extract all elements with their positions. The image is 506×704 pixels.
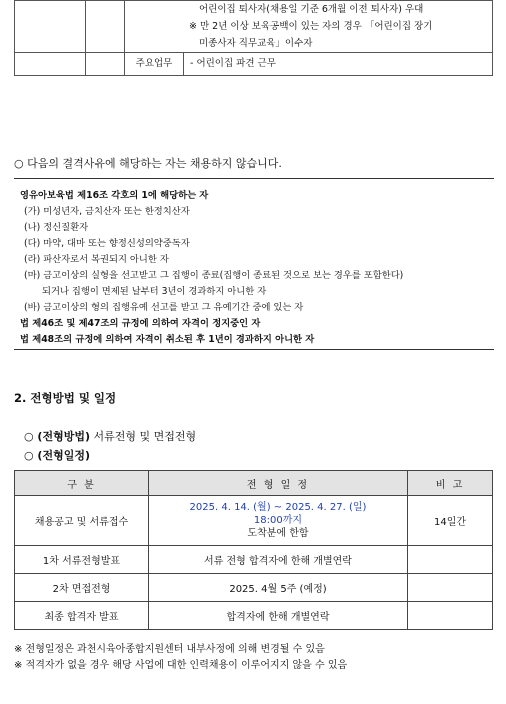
schedule-label: ○ (전형일정) [24,449,90,462]
preference-line: 어린이집 퇴사자(채용일 기준 6개월 이전 퇴사자) 우대 [199,4,424,15]
dates-cell: 2025. 4월 5주 (예정) [149,574,408,602]
table-row [15,546,493,574]
empty-cell [15,1,86,53]
note-cell [408,546,493,574]
dates-cell [149,496,408,546]
dq-line: (다) 마약, 대마 또는 향정신성의약중독자 [24,238,190,249]
stage-cell: 채용공고 및 서류접수 [15,496,149,546]
table-row [15,602,493,630]
footnote: ※ 적격자가 없을 경우 해당 사업에 대한 인력채용이 이루어지지 않을 수 있음 [14,660,348,671]
empty-cell [86,53,125,76]
note-cell [408,602,493,630]
qualification-table [14,0,493,76]
disqualification-intro: ○ 다음의 결격사유에 해당하는 자는 채용하지 않습니다. [14,157,282,170]
date-deadline: 18:00까지 [253,515,303,526]
preference-cell [125,1,493,53]
method-label: ○ (전형방법) [24,430,90,443]
header-stage: 구 분 [15,471,149,496]
preference-line: ※ 만 2년 이상 보육공백이 있는 자의 경우 「어린이집 장기 [189,21,433,32]
duty-label: 주요업무 [125,53,184,76]
dq-line: 되거나 집행이 면제된 날부터 3년이 경과하지 아니한 자 [42,286,267,297]
empty-cell [15,53,86,76]
header-schedule: 전 형 일 정 [149,471,408,496]
preference-line: 미종사자 직무교육」이수자 [199,38,313,49]
footnote: ※ 전형일정은 과천시육아종합지원센터 내부사정에 의해 변경될 수 있음 [14,644,325,655]
dq-line: 영유아보육법 제16조 각호의 1에 해당하는 자 [20,190,209,201]
method-bullet [24,428,196,444]
dates-cell: 서류 전형 합격자에 한해 개별연락 [149,546,408,574]
dates-cell: 합격자에 한해 개별연락 [149,602,408,630]
dq-line: (나) 정신질환자 [24,222,89,233]
dq-line: (바) 금고이상의 형의 집행유예 선고를 받고 그 유예기간 중에 있는 자 [24,302,304,313]
dq-line: (라) 파산자로서 복권되지 아니한 자 [24,254,169,265]
dq-line: 법 제46조 및 제47조의 규정에 의하여 자격이 정지중인 자 [20,318,261,329]
header-note: 비 고 [408,471,493,496]
section-title: 2. 전형방법 및 일정 [14,391,117,405]
stage-cell: 1차 서류전형발표 [15,546,149,574]
dq-line: (마) 금고이상의 실형을 선고받고 그 집행이 종료(집행이 종료된 것으로 보는 경우를 포함한다) [24,270,404,281]
dq-line: (가) 미성년자, 금치산자 또는 한정치산자 [24,206,190,217]
dq-line: 법 제48조의 규정에 의하여 자격이 취소된 후 1년이 경과하지 아니한 자 [20,334,315,345]
table-row [15,496,493,546]
duty-value: - 어린이집 파견 근무 [184,53,493,76]
date-range: 2025. 4. 14. (월) ~ 2025. 4. 27. (일) [189,502,367,513]
note-cell: 14일간 [408,496,493,546]
note-cell [408,574,493,602]
disqualification-box [14,178,494,350]
schedule-table [14,470,493,630]
stage-cell: 최종 합격자 발표 [15,602,149,630]
table-row [15,574,493,602]
schedule-bullet [24,447,90,463]
table-header-row [15,471,493,496]
method-value: 서류전형 및 면접전형 [90,430,197,443]
empty-cell [86,1,125,53]
stage-cell: 2차 면접전형 [15,574,149,602]
date-condition: 도착분에 한함 [247,528,309,539]
